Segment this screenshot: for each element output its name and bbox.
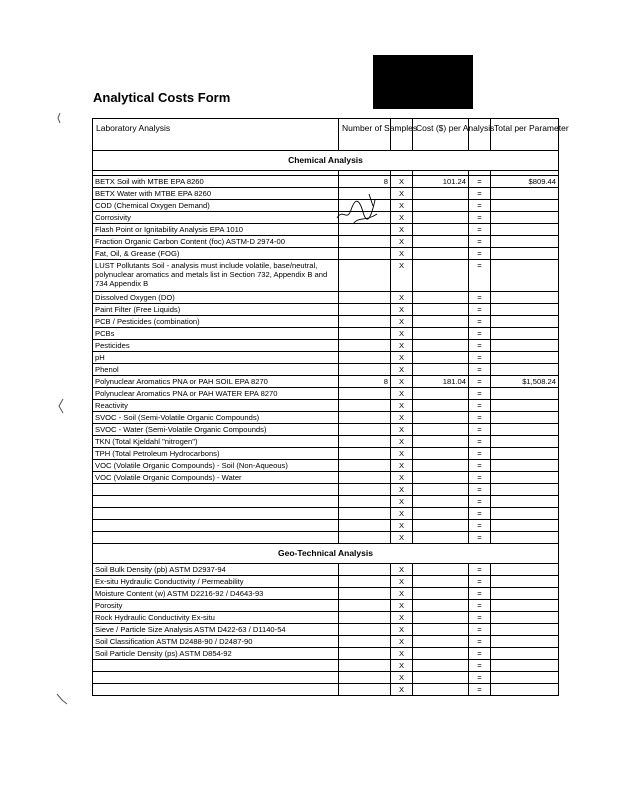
equals-sign: = [469, 484, 491, 496]
times-sign: X [391, 612, 413, 624]
sample-count [339, 636, 391, 648]
cost-per-analysis [413, 636, 469, 648]
table-row [93, 236, 559, 248]
analysis-name: SVOC - Water (Semi-Volatile Organic Compounds) [93, 424, 339, 436]
analysis-name: SVOC - Soil (Semi-Volatile Organic Compounds) [93, 412, 339, 424]
sample-count [339, 520, 391, 532]
analysis-name: BETX Water with MTBE EPA 8260 [93, 188, 339, 200]
sample-count [339, 684, 391, 696]
times-sign: X [391, 412, 413, 424]
times-sign: X [391, 520, 413, 532]
sample-count [339, 564, 391, 576]
total-per-parameter [491, 436, 559, 448]
total-per-parameter [491, 624, 559, 636]
analysis-name [93, 508, 339, 520]
total-per-parameter [491, 564, 559, 576]
times-sign: X [391, 448, 413, 460]
times-sign: X [391, 352, 413, 364]
sample-count [339, 484, 391, 496]
cost-per-analysis [413, 564, 469, 576]
sample-count [339, 412, 391, 424]
times-sign: X [391, 436, 413, 448]
total-per-parameter [491, 424, 559, 436]
sample-count [339, 316, 391, 328]
equals-sign: = [469, 176, 491, 188]
table-row [93, 316, 559, 328]
table-row [93, 588, 559, 600]
sample-count: 8 [339, 176, 391, 188]
analysis-name [93, 496, 339, 508]
cost-per-analysis [413, 388, 469, 400]
sample-count [339, 424, 391, 436]
equals-sign: = [469, 436, 491, 448]
sample-count [339, 260, 391, 292]
table-row [93, 576, 559, 588]
times-sign: X [391, 388, 413, 400]
cost-per-analysis: 101.24 [413, 176, 469, 188]
cost-per-analysis [413, 224, 469, 236]
table-row [93, 484, 559, 496]
table-row [93, 684, 559, 696]
total-per-parameter [491, 412, 559, 424]
total-per-parameter [491, 364, 559, 376]
equals-sign: = [469, 672, 491, 684]
total-per-parameter [491, 532, 559, 544]
times-sign: X [391, 340, 413, 352]
sample-count [339, 460, 391, 472]
cost-per-analysis [413, 472, 469, 484]
signature-scribble [333, 188, 385, 228]
times-sign: X [391, 248, 413, 260]
header-cost: Cost ($) per Analysis [413, 119, 469, 151]
equals-sign: = [469, 648, 491, 660]
total-per-parameter [491, 236, 559, 248]
times-sign: X [391, 236, 413, 248]
table-row [93, 400, 559, 412]
times-sign: X [391, 376, 413, 388]
table-row [93, 176, 559, 188]
analysis-name [93, 532, 339, 544]
analysis-name: Paint Filter (Free Liquids) [93, 304, 339, 316]
equals-sign: = [469, 624, 491, 636]
times-sign: X [391, 200, 413, 212]
cost-table [92, 118, 569, 696]
header-samples: Number of Samples [339, 119, 391, 151]
cost-per-analysis [413, 212, 469, 224]
total-per-parameter [491, 496, 559, 508]
analysis-name [93, 672, 339, 684]
sample-count [339, 660, 391, 672]
total-per-parameter: $1,508.24 [491, 376, 559, 388]
total-per-parameter [491, 588, 559, 600]
times-sign: X [391, 304, 413, 316]
equals-sign: = [469, 460, 491, 472]
total-per-parameter [491, 520, 559, 532]
total-per-parameter [491, 340, 559, 352]
times-sign: X [391, 212, 413, 224]
times-sign: X [391, 672, 413, 684]
equals-sign: = [469, 412, 491, 424]
total-per-parameter [491, 304, 559, 316]
times-sign: X [391, 496, 413, 508]
equals-sign: = [469, 564, 491, 576]
times-sign: X [391, 188, 413, 200]
analysis-name: Sieve / Particle Size Analysis ASTM D422-63 / D1140-54 [93, 624, 339, 636]
cost-per-analysis [413, 236, 469, 248]
table-row [93, 388, 559, 400]
margin-mark [55, 112, 63, 127]
cost-per-analysis [413, 424, 469, 436]
analysis-name: Fraction Organic Carbon Content (foc) ASTM-D 2974-00 [93, 236, 339, 248]
analysis-name: Soil Particle Density (ps) ASTM D854-92 [93, 648, 339, 660]
times-sign: X [391, 484, 413, 496]
equals-sign: = [469, 376, 491, 388]
analysis-name: Polynuclear Aromatics PNA or PAH SOIL EPA 8270 [93, 376, 339, 388]
analysis-name: COD (Chemical Oxygen Demand) [93, 200, 339, 212]
times-sign: X [391, 532, 413, 544]
times-sign: X [391, 364, 413, 376]
sample-count [339, 624, 391, 636]
sample-count [339, 292, 391, 304]
analysis-name: Moisture Content (w) ASTM D2216-92 / D4643-93 [93, 588, 339, 600]
total-per-parameter [491, 612, 559, 624]
table-row [93, 648, 559, 660]
analysis-name: Phenol [93, 364, 339, 376]
sample-count [339, 612, 391, 624]
sample-count [339, 340, 391, 352]
cost-per-analysis [413, 648, 469, 660]
cost-per-analysis [413, 248, 469, 260]
table-row [93, 636, 559, 648]
times-sign: X [391, 636, 413, 648]
sample-count [339, 648, 391, 660]
table-row [93, 672, 559, 684]
cost-per-analysis [413, 260, 469, 292]
times-sign: X [391, 624, 413, 636]
header-row [93, 119, 559, 151]
cost-per-analysis [413, 508, 469, 520]
section-title: Geo-Technical Analysis [93, 544, 559, 564]
sample-count [339, 248, 391, 260]
cost-per-analysis [413, 412, 469, 424]
sample-count [339, 352, 391, 364]
analysis-name: TKN (Total Kjeldahl "nitrogen") [93, 436, 339, 448]
equals-sign: = [469, 224, 491, 236]
equals-sign: = [469, 328, 491, 340]
times-sign: X [391, 316, 413, 328]
sample-count [339, 588, 391, 600]
table-row [93, 564, 559, 576]
equals-sign: = [469, 588, 491, 600]
times-sign: X [391, 424, 413, 436]
analysis-name: Polynuclear Aromatics PNA or PAH WATER EPA 8270 [93, 388, 339, 400]
sample-count [339, 388, 391, 400]
total-per-parameter [491, 224, 559, 236]
equals-sign: = [469, 448, 491, 460]
cost-per-analysis [413, 588, 469, 600]
cost-per-analysis [413, 188, 469, 200]
equals-sign: = [469, 532, 491, 544]
table-row [93, 352, 559, 364]
cost-per-analysis: 181.04 [413, 376, 469, 388]
table-row [93, 412, 559, 424]
analysis-name: pH [93, 352, 339, 364]
cost-per-analysis [413, 448, 469, 460]
cost-per-analysis [413, 576, 469, 588]
cost-per-analysis [413, 532, 469, 544]
redaction-box [373, 55, 473, 109]
times-sign: X [391, 588, 413, 600]
equals-sign: = [469, 292, 491, 304]
cost-per-analysis [413, 672, 469, 684]
table-row [93, 212, 559, 224]
table-row [93, 340, 559, 352]
table-row [93, 364, 559, 376]
equals-sign: = [469, 520, 491, 532]
page-title: Analytical Costs Form [93, 90, 231, 105]
cost-per-analysis [413, 328, 469, 340]
times-sign: X [391, 648, 413, 660]
analysis-name: PCB / Pesticides (combination) [93, 316, 339, 328]
total-per-parameter [491, 316, 559, 328]
times-sign: X [391, 472, 413, 484]
times-sign: X [391, 508, 413, 520]
analysis-name [93, 660, 339, 672]
table-row [93, 328, 559, 340]
total-per-parameter [491, 672, 559, 684]
cost-per-analysis [413, 200, 469, 212]
equals-sign: = [469, 236, 491, 248]
total-per-parameter [491, 200, 559, 212]
equals-sign: = [469, 388, 491, 400]
times-sign: X [391, 564, 413, 576]
total-per-parameter [491, 448, 559, 460]
table-row [93, 248, 559, 260]
equals-sign: = [469, 496, 491, 508]
times-sign: X [391, 400, 413, 412]
times-sign: X [391, 328, 413, 340]
sample-count [339, 436, 391, 448]
analysis-name: Fat, Oil, & Grease (FOG) [93, 248, 339, 260]
sample-count [339, 532, 391, 544]
times-sign: X [391, 260, 413, 292]
sample-count [339, 364, 391, 376]
equals-sign: = [469, 600, 491, 612]
total-per-parameter: $809.44 [491, 176, 559, 188]
total-per-parameter [491, 388, 559, 400]
total-per-parameter [491, 684, 559, 696]
sample-count [339, 508, 391, 520]
times-sign: X [391, 600, 413, 612]
section-title: Chemical Analysis [93, 151, 559, 171]
equals-sign: = [469, 352, 491, 364]
cost-per-analysis [413, 484, 469, 496]
total-per-parameter [491, 600, 559, 612]
sample-count [339, 304, 391, 316]
analysis-name: Soil Bulk Density (pb) ASTM D2937-94 [93, 564, 339, 576]
table-row [93, 188, 559, 200]
total-per-parameter [491, 212, 559, 224]
sample-count [339, 400, 391, 412]
total-per-parameter [491, 352, 559, 364]
total-per-parameter [491, 260, 559, 292]
cost-per-analysis [413, 600, 469, 612]
table-row [93, 472, 559, 484]
total-per-parameter [491, 460, 559, 472]
total-per-parameter [491, 484, 559, 496]
cost-per-analysis [413, 304, 469, 316]
cost-per-analysis [413, 612, 469, 624]
equals-sign: = [469, 304, 491, 316]
analysis-name [93, 484, 339, 496]
equals-sign: = [469, 316, 491, 328]
analysis-name: Porosity [93, 600, 339, 612]
table-row [93, 376, 559, 388]
cost-per-analysis [413, 340, 469, 352]
equals-sign: = [469, 400, 491, 412]
analysis-name: Dissolved Oxygen (DO) [93, 292, 339, 304]
equals-sign: = [469, 660, 491, 672]
total-per-parameter [491, 472, 559, 484]
cost-per-analysis [413, 660, 469, 672]
total-per-parameter [491, 508, 559, 520]
cost-per-analysis [413, 436, 469, 448]
sample-count [339, 672, 391, 684]
equals-sign: = [469, 200, 491, 212]
total-per-parameter [491, 636, 559, 648]
equals-sign: = [469, 684, 491, 696]
equals-sign: = [469, 508, 491, 520]
sample-count [339, 236, 391, 248]
times-sign: X [391, 292, 413, 304]
table-row [93, 532, 559, 544]
analysis-name: TPH (Total Petroleum Hydrocarbons) [93, 448, 339, 460]
sample-count [339, 328, 391, 340]
times-sign: X [391, 460, 413, 472]
total-per-parameter [491, 248, 559, 260]
times-sign: X [391, 224, 413, 236]
analysis-name: PCBs [93, 328, 339, 340]
cost-per-analysis [413, 316, 469, 328]
equals-sign: = [469, 188, 491, 200]
table-row [93, 448, 559, 460]
table-row [93, 260, 559, 292]
analysis-name: Flash Point or Ignitability Analysis EPA 1010 [93, 224, 339, 236]
sample-count [339, 448, 391, 460]
times-sign: X [391, 660, 413, 672]
analysis-name: Reactivity [93, 400, 339, 412]
equals-sign: = [469, 212, 491, 224]
analysis-name: Corrosivity [93, 212, 339, 224]
cost-per-analysis [413, 400, 469, 412]
margin-mark [56, 692, 68, 709]
equals-sign: = [469, 612, 491, 624]
margin-mark [57, 398, 65, 417]
total-per-parameter [491, 660, 559, 672]
analysis-name: BETX Soil with MTBE EPA 8260 [93, 176, 339, 188]
equals-sign: = [469, 260, 491, 292]
table-row [93, 660, 559, 672]
cost-per-analysis [413, 352, 469, 364]
times-sign: X [391, 176, 413, 188]
analysis-name: Soil Classification ASTM D2488-90 / D2487-90 [93, 636, 339, 648]
analysis-name [93, 520, 339, 532]
table-row [93, 496, 559, 508]
analysis-name: Rock Hydraulic Conductivity Ex-situ [93, 612, 339, 624]
equals-sign: = [469, 576, 491, 588]
cost-per-analysis [413, 624, 469, 636]
total-per-parameter [491, 328, 559, 340]
cost-per-analysis [413, 684, 469, 696]
table-row [93, 436, 559, 448]
table-row [93, 224, 559, 236]
times-sign: X [391, 576, 413, 588]
sample-count [339, 496, 391, 508]
sample-count [339, 576, 391, 588]
table-row [93, 624, 559, 636]
analysis-name: VOC (Volatile Organic Compounds) - Soil (Non-Aqueous) [93, 460, 339, 472]
section-row [93, 544, 559, 564]
sample-count [339, 472, 391, 484]
analysis-name [93, 684, 339, 696]
equals-sign: = [469, 636, 491, 648]
table-row [93, 460, 559, 472]
cost-per-analysis [413, 520, 469, 532]
times-sign: X [391, 684, 413, 696]
analysis-name: Pesticides [93, 340, 339, 352]
equals-sign: = [469, 424, 491, 436]
total-per-parameter [491, 400, 559, 412]
analysis-name: LUST Pollutants Soil - analysis must include volatile, base/neutral, polynuclear aromatics and metals list in Section 732, Appendix B and 734 Appendix B [93, 260, 339, 292]
cost-per-analysis [413, 292, 469, 304]
table-row [93, 292, 559, 304]
equals-sign: = [469, 248, 491, 260]
analysis-name: Ex-situ Hydraulic Conductivity / Permeability [93, 576, 339, 588]
table-row [93, 424, 559, 436]
table-row [93, 600, 559, 612]
sample-count: 8 [339, 376, 391, 388]
table-row [93, 200, 559, 212]
table-row [93, 520, 559, 532]
cost-per-analysis [413, 460, 469, 472]
cost-per-analysis [413, 496, 469, 508]
total-per-parameter [491, 576, 559, 588]
equals-sign: = [469, 472, 491, 484]
header-total: Total per Parameter [491, 119, 559, 151]
table-row [93, 304, 559, 316]
section-row [93, 151, 559, 171]
cost-per-analysis [413, 364, 469, 376]
equals-sign: = [469, 364, 491, 376]
header-analysis: Laboratory Analysis [93, 119, 339, 151]
total-per-parameter [491, 648, 559, 660]
total-per-parameter [491, 292, 559, 304]
total-per-parameter [491, 188, 559, 200]
analysis-name: VOC (Volatile Organic Compounds) - Water [93, 472, 339, 484]
table-row [93, 508, 559, 520]
table-row [93, 612, 559, 624]
sample-count [339, 600, 391, 612]
equals-sign: = [469, 340, 491, 352]
